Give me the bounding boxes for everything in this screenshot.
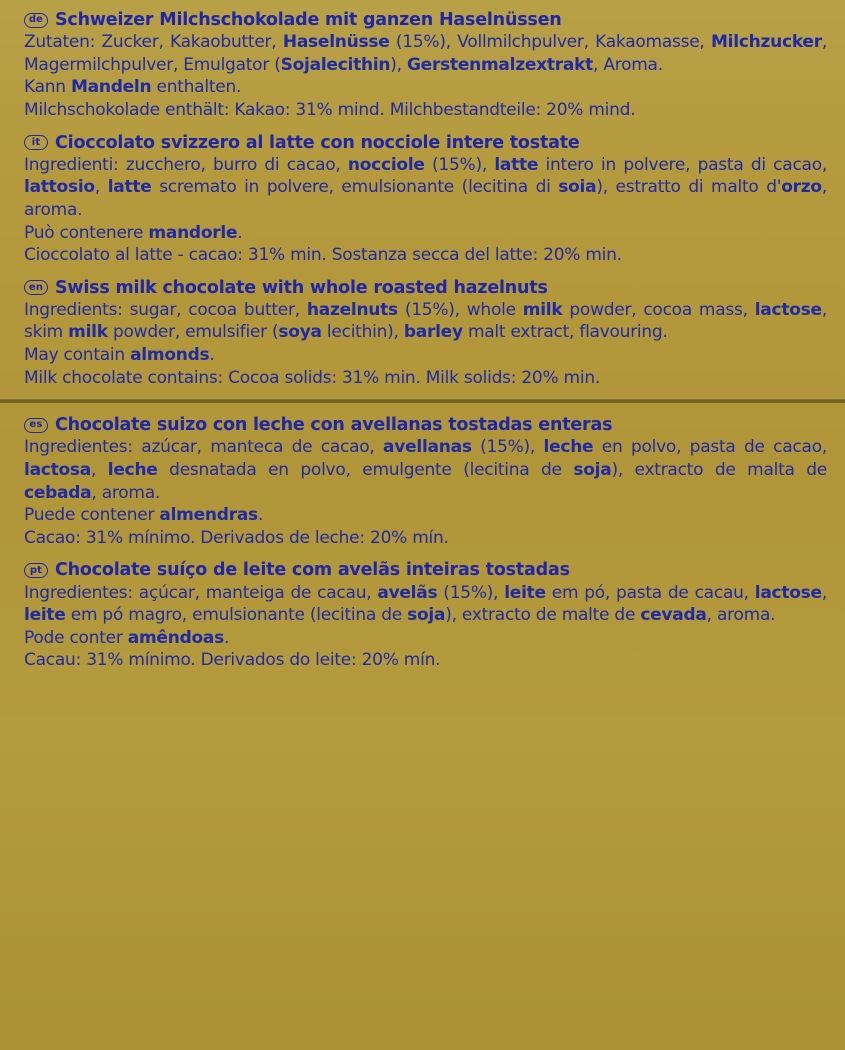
language-section-en (24, 278, 827, 390)
product-heading-es: Chocolate suizo con leche con avellanas tostadas enteras (55, 415, 613, 436)
spacer (24, 269, 827, 278)
language-section-es (24, 415, 827, 549)
language-section-de (24, 10, 827, 122)
ingredients-text-it: Ingredienti: zucchero, burro di cacao, nocciole (15%), latte intero in polvere, pasta di cacao, lattosio, latte scremato in polvere, emulsionante (lecitina di soia), estratto di malto d'orzo, aroma. (24, 154, 828, 220)
ingredients-text-pt: Ingredientes: açúcar, manteiga de cacau, avelãs (15%), leite em pó, pasta de cacau, lactose, leite em pó magro, emulsionante (lecitina de soja), extracto de malte de cevada, aroma. (24, 582, 827, 626)
product-heading-it: Cioccolato svizzero al latte con nocciole intere tostate (55, 132, 580, 153)
product-heading-en: Swiss milk chocolate with whole roasted hazelnuts (55, 277, 548, 298)
may-contain-text-de: Kann Mandeln enthalten. (24, 77, 242, 98)
heading-row-en (24, 278, 827, 298)
ingredients-text-en: Ingredients: sugar, cocoa butter, hazelnuts (15%), whole milk powder, cocoa mass, lactose, skim milk powder, emulsifier (soya lecithin), barley malt extract, flavouring. (24, 299, 827, 343)
composition-text-es: Cacao: 31% mínimo. Derivados de leche: 20% mín. (24, 527, 449, 548)
composition-text-de: Milchschokolade enthält: Kakao: 31% mind. Milchbestandteile: 20% mind. (24, 99, 636, 120)
may-contain-text-pt: Pode conter amêndoas. (24, 627, 230, 648)
heading-row-es (24, 415, 827, 435)
language-section-it (24, 133, 827, 267)
language-badge-de: de (24, 13, 48, 28)
section-divider (0, 399, 845, 403)
may-contain-text-es: Puede contener almendras. (24, 505, 264, 526)
heading-row-de (24, 10, 827, 30)
may-contain-text-it: Può contenere mandorle. (24, 222, 243, 243)
heading-row-pt (24, 560, 827, 580)
language-badge-es: es (24, 418, 48, 433)
may-contain-text-en: May contain almonds. (24, 345, 215, 366)
spacer (24, 124, 827, 133)
language-badge-it: it (24, 135, 48, 150)
product-heading-de: Schweizer Milchschokolade mit ganzen Haselnüssen (55, 10, 562, 30)
product-heading-pt: Chocolate suíço de leite com avelãs inteiras tostadas (55, 560, 570, 581)
language-section-pt (24, 560, 827, 672)
ingredients-text-de: Zutaten: Zucker, Kakaobutter, Haselnüsse (15%), Vollmilchpulver, Kakaomasse, Milchzucker, Magermilchpulver, Emulgator (Sojalecithin), Gerstenmalzextrakt, Aroma. (24, 32, 827, 75)
composition-text-it: Cioccolato al latte - cacao: 31% min. Sostanza secca del latte: 20% min. (24, 245, 622, 266)
heading-row-it (24, 133, 827, 153)
language-badge-pt: pt (24, 563, 48, 578)
ingredients-text-es: Ingredientes: azúcar, manteca de cacao, avellanas (15%), leche en polvo, pasta de cacao, lactosa, leche desnatada en polvo, emulgente (lecitina de soja), extracto de malta de cebada, aroma. (24, 437, 828, 503)
composition-text-pt: Cacau: 31% mínimo. Derivados do leite: 20% mín. (24, 650, 441, 671)
spacer (24, 551, 827, 560)
language-badge-en: en (24, 280, 48, 295)
composition-text-en: Milk chocolate contains: Cocoa solids: 31% min. Milk solids: 20% min. (24, 367, 601, 388)
